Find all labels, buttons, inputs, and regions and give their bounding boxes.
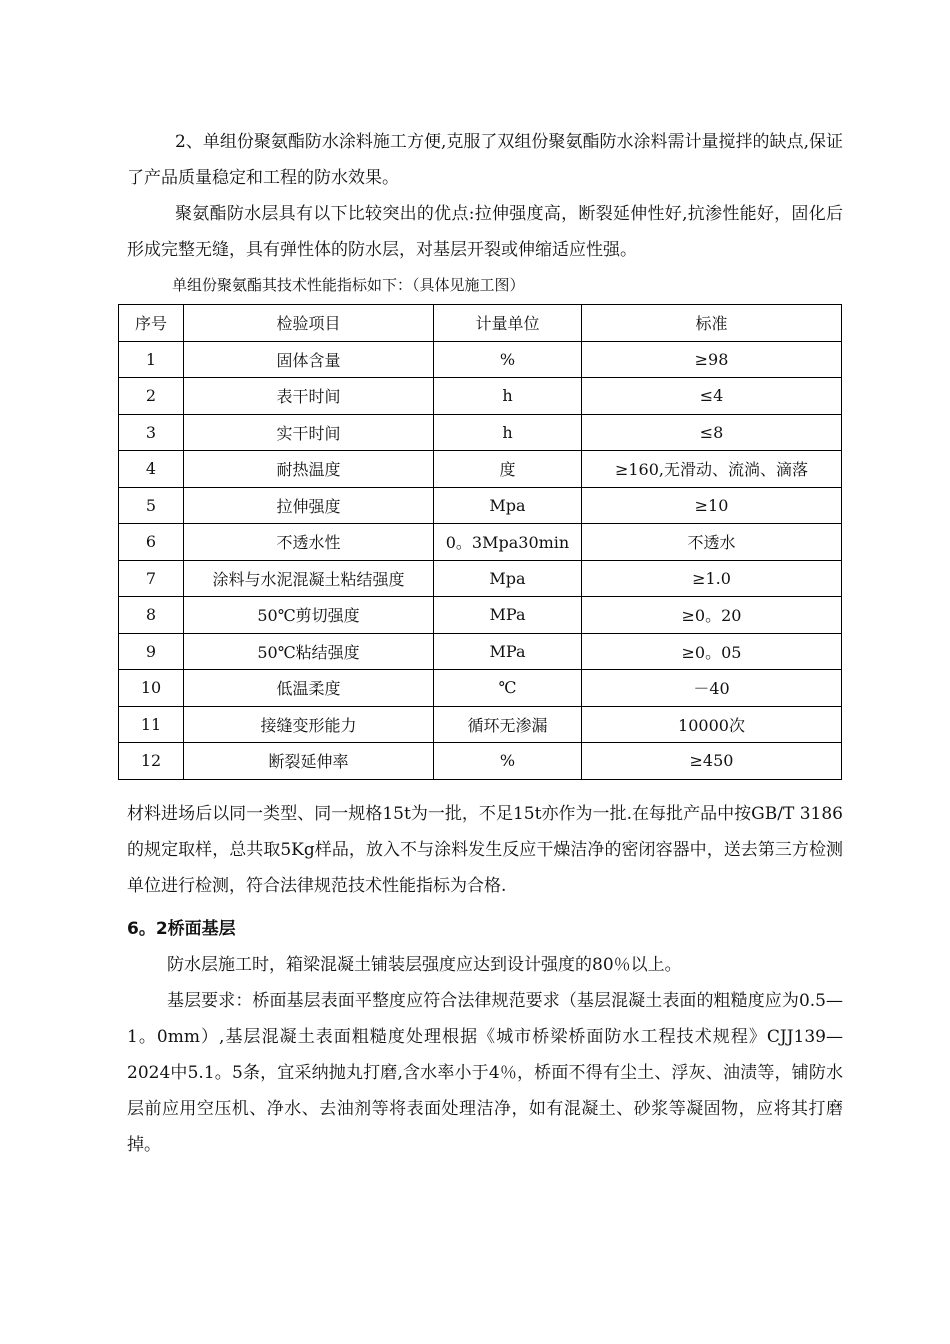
cell-item: 拉伸强度 bbox=[184, 487, 434, 524]
table-body bbox=[119, 341, 842, 779]
table-row bbox=[119, 487, 842, 524]
table-row bbox=[119, 378, 842, 415]
header-unit: 计量单位 bbox=[434, 305, 582, 342]
cell-item: 固体含量 bbox=[184, 341, 434, 378]
cell-item: 50℃粘结强度 bbox=[184, 633, 434, 670]
cell-index: 12 bbox=[119, 743, 184, 780]
cell-index: 10 bbox=[119, 670, 184, 707]
cell-index: 5 bbox=[119, 487, 184, 524]
paragraph-base-requirements: 基层要求：桥面基层表面平整度应符合法律规范要求（基层混凝土表面的粗糙度应为0.5—1。0mm）,基层混凝土表面粗糙度处理根据《城市桥梁桥面防水工程技术规程》CJJ139—2024中5.1。5条，宜采纳抛丸打磨,含水率小于4％，桥面不得有尘土、浮灰、油渍等，铺防水层前应用空压机、净水、去油剂等将表面处理洁净，如有混凝土、砂浆等凝固物，应将其打磨掉。 bbox=[127, 991, 843, 1155]
header-standard: 标准 bbox=[582, 305, 842, 342]
cell-standard: ≤8 bbox=[582, 414, 842, 451]
cell-standard: ≥0。05 bbox=[582, 633, 842, 670]
paragraph-construction-strength: 防水层施工时，箱梁混凝土铺装层强度应达到设计强度的80％以上。 bbox=[167, 955, 682, 975]
cell-item: 断裂延伸率 bbox=[184, 743, 434, 780]
paragraph-polyurethane-advantages: 聚氨酯防水层具有以下比较突出的优点:拉伸强度高，断裂延伸性好,抗渗性能好，固化后形成完整无缝，具有弹性体的防水层，对基层开裂或伸缩适应性强。 bbox=[127, 204, 843, 260]
cell-unit: ℃ bbox=[434, 670, 582, 707]
cell-unit: 循环无渗漏 bbox=[434, 706, 582, 743]
table-row bbox=[119, 451, 842, 488]
cell-index: 6 bbox=[119, 524, 184, 561]
table-header-row bbox=[119, 305, 842, 342]
cell-unit: h bbox=[434, 414, 582, 451]
cell-unit: MPa bbox=[434, 597, 582, 634]
cell-index: 1 bbox=[119, 341, 184, 378]
cell-standard: ≥98 bbox=[582, 341, 842, 378]
cell-index: 9 bbox=[119, 633, 184, 670]
cell-unit: Mpa bbox=[434, 487, 582, 524]
cell-standard: ≥1.0 bbox=[582, 560, 842, 597]
table-row bbox=[119, 706, 842, 743]
cell-standard: ≥160,无滑动、流淌、滴落 bbox=[582, 451, 842, 488]
cell-unit: Mpa bbox=[434, 560, 582, 597]
cell-item: 实干时间 bbox=[184, 414, 434, 451]
cell-standard: ≤4 bbox=[582, 378, 842, 415]
cell-standard: ≥10 bbox=[582, 487, 842, 524]
cell-item: 涂料与水泥混凝土粘结强度 bbox=[184, 560, 434, 597]
table-caption: 单组份聚氨酯其技术性能指标如下：（具体见施工图） bbox=[172, 276, 525, 294]
cell-unit: % bbox=[434, 743, 582, 780]
table-row bbox=[119, 560, 842, 597]
cell-item: 耐热温度 bbox=[184, 451, 434, 488]
cell-item: 不透水性 bbox=[184, 524, 434, 561]
table-row bbox=[119, 670, 842, 707]
cell-unit: % bbox=[434, 341, 582, 378]
table-row bbox=[119, 597, 842, 634]
cell-index: 7 bbox=[119, 560, 184, 597]
cell-index: 8 bbox=[119, 597, 184, 634]
cell-unit: h bbox=[434, 378, 582, 415]
table-row bbox=[119, 633, 842, 670]
cell-item: 低温柔度 bbox=[184, 670, 434, 707]
table-row bbox=[119, 341, 842, 378]
paragraph-advantages-intro: 2、单组份聚氨酯防水涂料施工方便,克服了双组份聚氨酯防水涂料需计量搅拌的缺点,保证了产品质量稳定和工程的防水效果。 bbox=[127, 132, 843, 188]
table-row bbox=[119, 524, 842, 561]
cell-index: 2 bbox=[119, 378, 184, 415]
cell-unit: MPa bbox=[434, 633, 582, 670]
cell-unit: 度 bbox=[434, 451, 582, 488]
header-item: 检验项目 bbox=[184, 305, 434, 342]
header-index: 序号 bbox=[119, 305, 184, 342]
cell-index: 11 bbox=[119, 706, 184, 743]
cell-standard: 10000次 bbox=[582, 706, 842, 743]
cell-index: 4 bbox=[119, 451, 184, 488]
table-row bbox=[119, 743, 842, 780]
spec-table bbox=[118, 304, 842, 780]
cell-standard: －40 bbox=[582, 670, 842, 707]
paragraph-sampling: 材料进场后以同一类型、同一规格15t为一批，不足15t亦作为一批.在每批产品中按GB/T 3186的规定取样，总共取5Kg样品，放入不与涂料发生反应干燥洁净的密闭容器中，送去第三方检测单位进行检测，符合法律规范技术性能指标为合格. bbox=[127, 804, 843, 896]
cell-item: 接缝变形能力 bbox=[184, 706, 434, 743]
cell-index: 3 bbox=[119, 414, 184, 451]
section-heading: 6。2桥面基层 bbox=[127, 919, 236, 939]
cell-item: 50℃剪切强度 bbox=[184, 597, 434, 634]
cell-standard: ≥0。20 bbox=[582, 597, 842, 634]
table-row bbox=[119, 414, 842, 451]
cell-standard: ≥450 bbox=[582, 743, 842, 780]
cell-item: 表干时间 bbox=[184, 378, 434, 415]
cell-standard: 不透水 bbox=[582, 524, 842, 561]
cell-unit: 0。3Mpa30min bbox=[434, 524, 582, 561]
